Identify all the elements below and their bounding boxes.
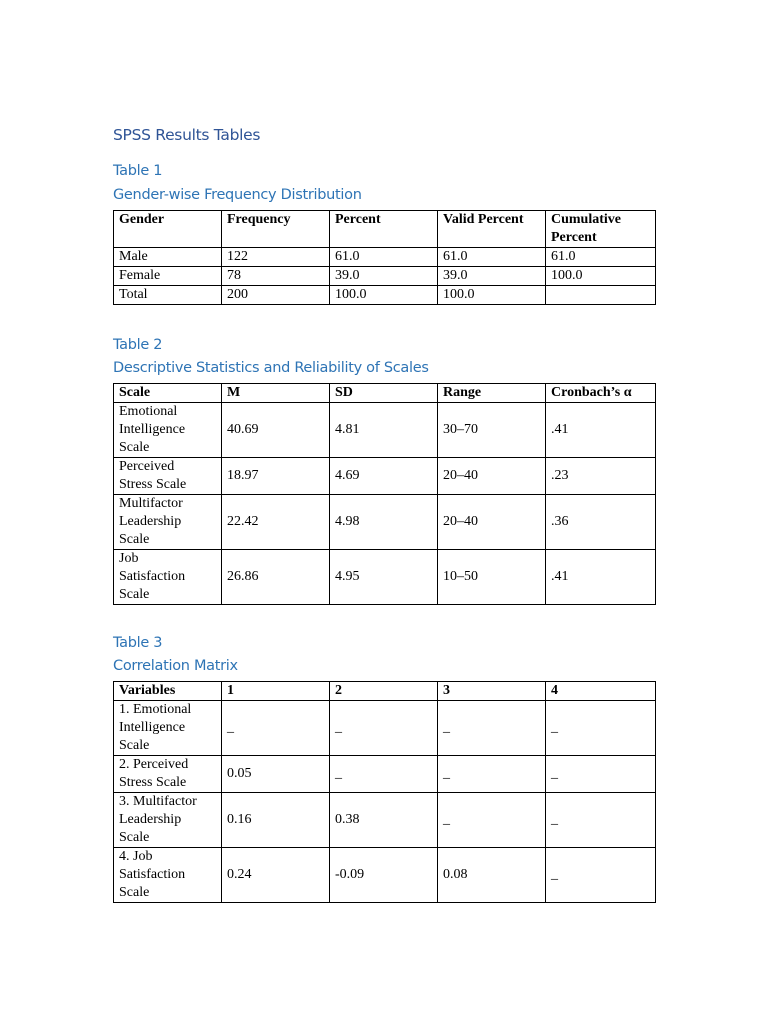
column-header: Frequency [222,211,330,248]
column-header: SD [330,384,438,403]
table-cell: 61.0 [330,248,438,267]
document-title: SPSS Results Tables [113,126,261,144]
column-header: Cronbach’s α [546,384,656,403]
table-cell: _ [546,848,656,903]
table-cell: 200 [222,286,330,305]
table-cell: _ [222,701,330,756]
table-cell: 0.05 [222,756,330,793]
table-cell: _ [330,756,438,793]
cell-line: Stress Scale [119,477,187,492]
table-row [114,550,656,605]
table-row [114,403,656,458]
cell-line: Perceived [119,459,175,474]
table-cell: -0.09 [330,848,438,903]
cell-line: Intelligence [119,720,186,735]
cell-line: Leadership [119,514,182,529]
table-cell: 100.0 [546,267,656,286]
cell-line: 2. Perceived [119,757,189,772]
cell-line: 3. Multifactor [119,794,197,809]
table-cell: 0.38 [330,793,438,848]
table-cell: _ [546,756,656,793]
header-line: Cumulative [551,212,621,227]
table-cell: 10–50 [438,550,546,605]
column-header: Scale [114,384,222,403]
table-cell: _ [546,701,656,756]
table-cell: 40.69 [222,403,330,458]
column-header: Variables [114,682,222,701]
cell-line: Satisfaction [119,867,186,882]
table-cell: 100.0 [438,286,546,305]
table-cell: 4.81 [330,403,438,458]
table-header-row [114,682,656,701]
cell-line: Satisfaction [119,569,186,584]
cell-line: Leadership [119,812,182,827]
column-header: M [222,384,330,403]
table-cell: 20–40 [438,495,546,550]
table-cell: 39.0 [438,267,546,286]
cell-line: Scale [119,830,150,845]
table-row [114,495,656,550]
column-header: Gender [114,211,222,248]
table3-label: Table 3 [113,635,163,651]
header-line: Percent [551,230,597,245]
table3-caption: Correlation Matrix [113,658,238,674]
table-row [114,458,656,495]
table2-label: Table 2 [113,337,163,353]
table-cell: 0.16 [222,793,330,848]
table-cell [114,701,222,756]
table-row [114,286,656,305]
cell-line: Emotional [119,404,178,419]
cell-line: 1. Emotional [119,702,192,717]
table-cell: 61.0 [546,248,656,267]
table-cell: .23 [546,458,656,495]
cell-line: Scale [119,440,150,455]
table-header-row [114,384,656,403]
table-cell: _ [438,793,546,848]
table-cell [114,495,222,550]
table-cell: 4.95 [330,550,438,605]
cell-line: Intelligence [119,422,186,437]
table-cell: 26.86 [222,550,330,605]
table1-caption: Gender-wise Frequency Distribution [113,187,362,203]
table-cell: 0.24 [222,848,330,903]
cell-line: Job [119,551,139,566]
cell-line: Scale [119,587,150,602]
table-header-row [114,211,656,248]
frequency-table [113,210,656,305]
table-row [114,793,656,848]
table-row [114,248,656,267]
table-cell [114,793,222,848]
column-header: Range [438,384,546,403]
table-cell: 39.0 [330,267,438,286]
column-header [546,211,656,248]
table-row [114,267,656,286]
cell-line: Scale [119,532,150,547]
table-cell: Female [114,267,222,286]
table-cell: 0.08 [438,848,546,903]
table-row [114,756,656,793]
table-cell: 20–40 [438,458,546,495]
column-header: 1 [222,682,330,701]
column-header: Percent [330,211,438,248]
table-cell: 22.42 [222,495,330,550]
descriptive-stats-table [113,383,656,605]
cell-line: Multifactor [119,496,183,511]
cell-line: Scale [119,738,150,753]
table-cell: 78 [222,267,330,286]
table-cell: _ [546,793,656,848]
table1-label: Table 1 [113,163,163,179]
table-cell: _ [330,701,438,756]
table-cell: .36 [546,495,656,550]
table-cell: 30–70 [438,403,546,458]
table-row [114,701,656,756]
table-cell [114,458,222,495]
column-header: 3 [438,682,546,701]
table-cell: 122 [222,248,330,267]
column-header: 4 [546,682,656,701]
table-cell [114,403,222,458]
table-cell: _ [438,701,546,756]
table2-caption: Descriptive Statistics and Reliability of Scales [113,360,429,376]
column-header: Valid Percent [438,211,546,248]
cell-line: Scale [119,885,150,900]
table-cell [114,756,222,793]
table-cell: 4.69 [330,458,438,495]
table-cell: _ [438,756,546,793]
table-cell: 61.0 [438,248,546,267]
table-row [114,848,656,903]
table-cell: .41 [546,403,656,458]
table-cell: 18.97 [222,458,330,495]
table-cell: Total [114,286,222,305]
column-header: 2 [330,682,438,701]
table-cell [114,550,222,605]
cell-line: Stress Scale [119,775,187,790]
table-cell [546,286,656,305]
table-cell: 4.98 [330,495,438,550]
table-cell: .41 [546,550,656,605]
table-cell: Male [114,248,222,267]
cell-line: 4. Job [119,849,153,864]
table-cell: 100.0 [330,286,438,305]
table-cell [114,848,222,903]
correlation-matrix-table [113,681,656,903]
